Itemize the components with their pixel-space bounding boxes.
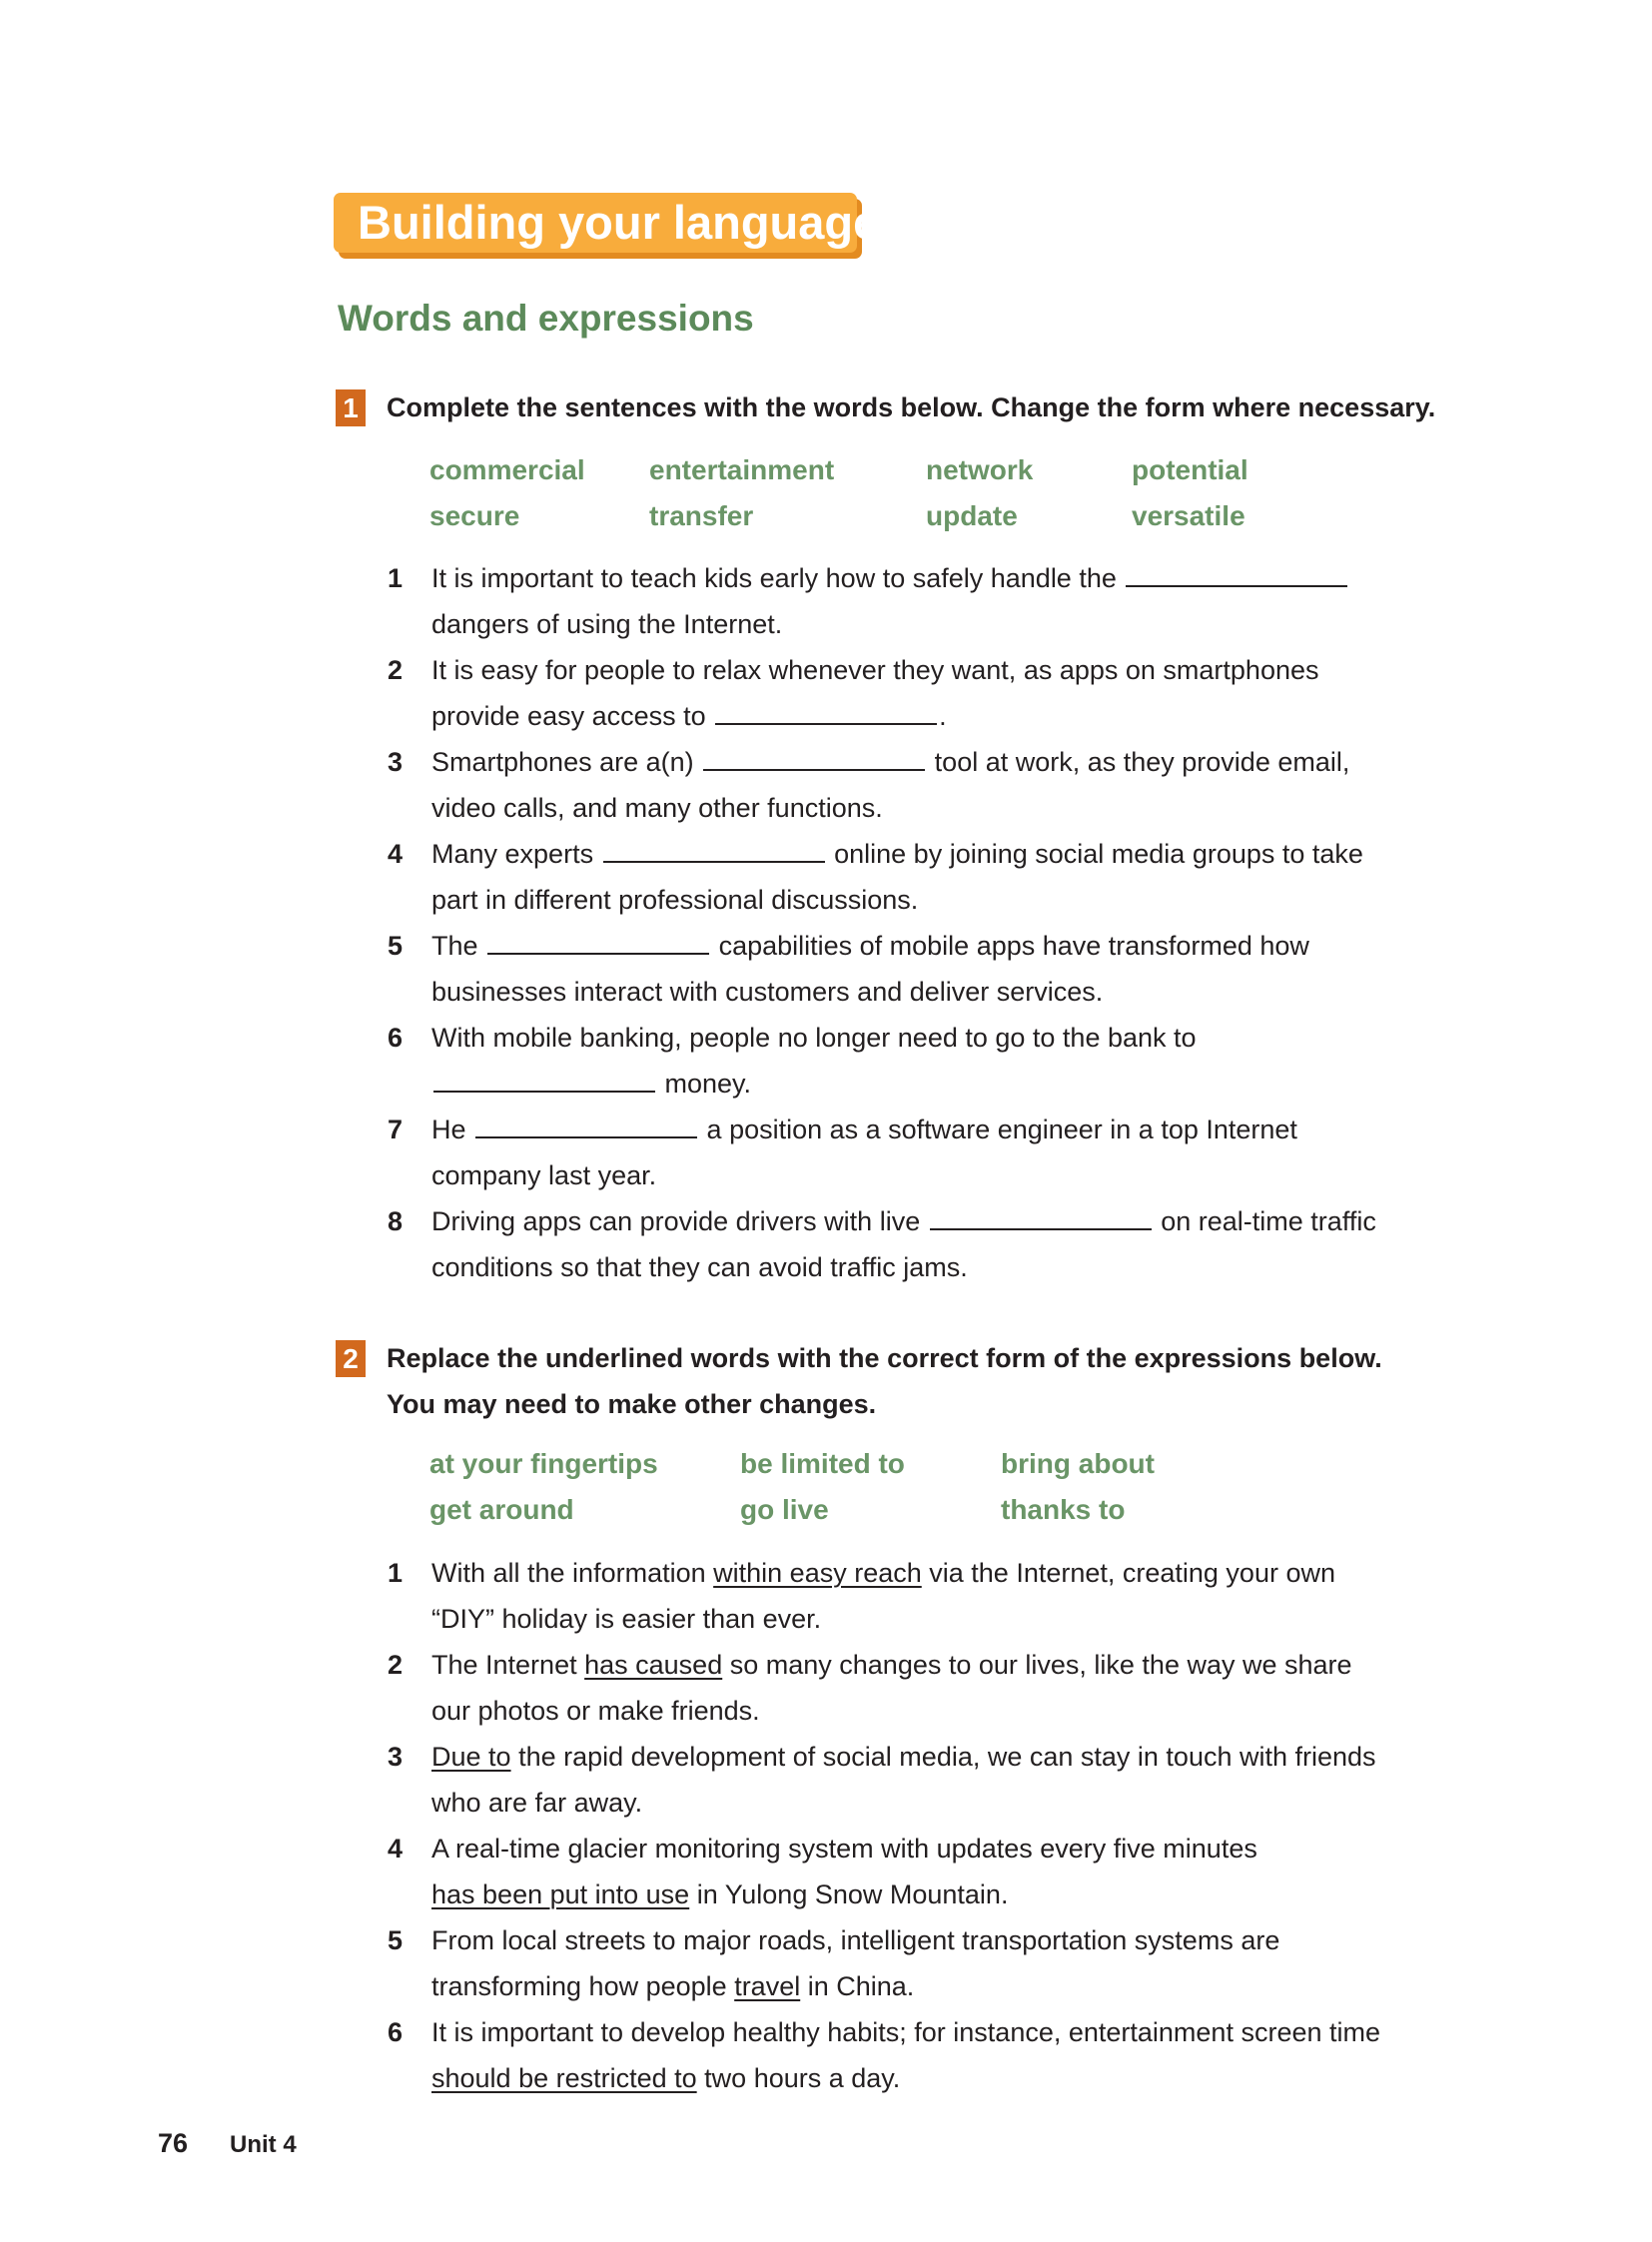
answer-blank[interactable] [930,1206,1152,1230]
item-number: 1 [388,1558,404,1588]
exercise-item [388,647,1396,739]
word-bank-item: thanks to [1001,1494,1126,1525]
item-text-after: dangers of using the Internet. [431,609,783,639]
exercise-item [388,1826,1396,1917]
exercise-item [388,739,1396,831]
item-number: 2 [388,1650,404,1680]
item-text-after: a position as a software engineer in a top Internet company last year. [431,1115,1297,1190]
exercise-item [388,1198,1396,1290]
answer-blank[interactable] [487,931,709,955]
task-2-number: 2 [336,1340,366,1377]
word-bank-item: versatile [1132,500,1245,531]
word-bank-2 [429,1441,1201,1533]
item-text-after: so many changes to our lives, like the way we share our photos or make friends. [431,1650,1352,1726]
item-text-after: online by joining social media groups to take part in different professional discussions. [431,839,1363,915]
answer-blank[interactable] [433,1069,655,1093]
item-text-after: tool at work, as they provide email, video calls, and many other functions. [431,747,1350,823]
item-text-before: It is easy for people to relax whenever they want, as apps on smartphones provide easy access to [431,655,1319,731]
underlined-phrase: travel [734,1971,801,2001]
item-text-before: He [431,1115,466,1144]
underlined-phrase: should be restricted to [431,2063,697,2093]
word-bank-item: get around [429,1494,574,1525]
item-text-before: With mobile banking, people no longer need to go to the bank to [431,1023,1197,1053]
item-number: 5 [388,1925,404,1955]
exercise-item [388,1015,1396,1107]
word-bank-item: entertainment [649,454,835,485]
item-text-after: two hours a day. [704,2063,901,2093]
item-number: 4 [388,839,404,869]
item-text-after: the rapid development of social media, we can stay in touch with friends who are far away. [431,1742,1376,1818]
item-text-before: From local streets to major roads, intelligent transportation systems are transforming how people [431,1925,1280,2001]
answer-blank[interactable] [715,701,937,725]
item-number: 1 [388,563,404,593]
word-bank-item: go live [740,1494,829,1525]
item-text-after: capabilities of mobile apps have transformed how businesses interact with customers and deliver services. [431,931,1309,1007]
item-number: 6 [388,2017,404,2047]
item-number: 5 [388,931,404,961]
section-heading: Words and expressions [338,298,754,339]
item-text-after: . [939,701,947,731]
item-text-after: via the Internet, creating your own “DIY” holiday is easier than ever. [431,1558,1335,1634]
word-bank-item: transfer [649,500,754,531]
answer-blank[interactable] [703,747,925,771]
exercise-item [388,1642,1396,1734]
underlined-phrase: has been put into use [431,1879,690,1909]
item-number: 2 [388,655,404,685]
task-2-items [388,1550,1396,2101]
task-2-instruction-line-1: Replace the underlined words with the correct form of the expressions below. [387,1343,1382,1373]
item-number: 3 [388,747,404,777]
item-text-before: Many experts [431,839,594,869]
exercise-item [388,2009,1396,2101]
answer-blank[interactable] [475,1115,697,1138]
task-1-number: 1 [336,389,366,426]
task-1-items [388,555,1396,1290]
word-bank-item: secure [429,500,520,531]
item-text-before: With all the information [431,1558,706,1588]
word-bank-item: network [926,454,1034,485]
item-text-before: The Internet [431,1650,577,1680]
item-text-before: It is important to teach kids early how to safely handle the [431,563,1117,593]
banner-title: Building your language [358,196,880,249]
item-text-before: A real-time glacier monitoring system with updates every five minutes [431,1834,1257,1864]
item-text-after: in China. [807,1971,915,2001]
word-bank-1 [429,447,1331,539]
exercise-item [388,555,1396,647]
item-text-before: The [431,931,478,961]
task-1-instruction: Complete the sentences with the words below. Change the form where necessary. [387,392,1436,422]
item-number: 7 [388,1115,404,1144]
word-bank-item: commercial [429,454,585,485]
item-text-after: on real-time traffic conditions so that they can avoid traffic jams. [431,1206,1376,1282]
item-number: 4 [388,1834,404,1864]
unit-label: Unit 4 [230,2131,297,2158]
item-number: 3 [388,1742,404,1772]
exercise-item [388,1550,1396,1642]
item-text-before: It is important to develop healthy habits; for instance, entertainment screen time [431,2017,1380,2047]
item-number: 8 [388,1206,404,1236]
word-bank-item: potential [1132,454,1248,485]
answer-blank[interactable] [1126,563,1347,587]
page-number: 76 [158,2128,189,2158]
exercise-item [388,1734,1396,1826]
word-bank-item: bring about [1001,1448,1155,1479]
exercise-item [388,923,1396,1015]
word-bank-item: update [926,500,1018,531]
exercise-item [388,1107,1396,1198]
exercise-item [388,831,1396,923]
item-text-before: Smartphones are a(n) [431,747,694,777]
item-text-before: Driving apps can provide drivers with live [431,1206,921,1236]
task-2-instruction-line-2: You may need to make other changes. [387,1389,877,1419]
item-text-after: money. [664,1069,752,1099]
item-text-after: in Yulong Snow Mountain. [696,1879,1009,1909]
word-bank-item: at your fingertips [429,1448,658,1479]
item-number: 6 [388,1023,404,1053]
underlined-phrase: has caused [584,1650,723,1680]
underlined-phrase: Due to [431,1742,511,1772]
answer-blank[interactable] [603,839,825,863]
exercise-item [388,1917,1396,2009]
underlined-phrase: within easy reach [713,1558,922,1588]
word-bank-item: be limited to [740,1448,905,1479]
